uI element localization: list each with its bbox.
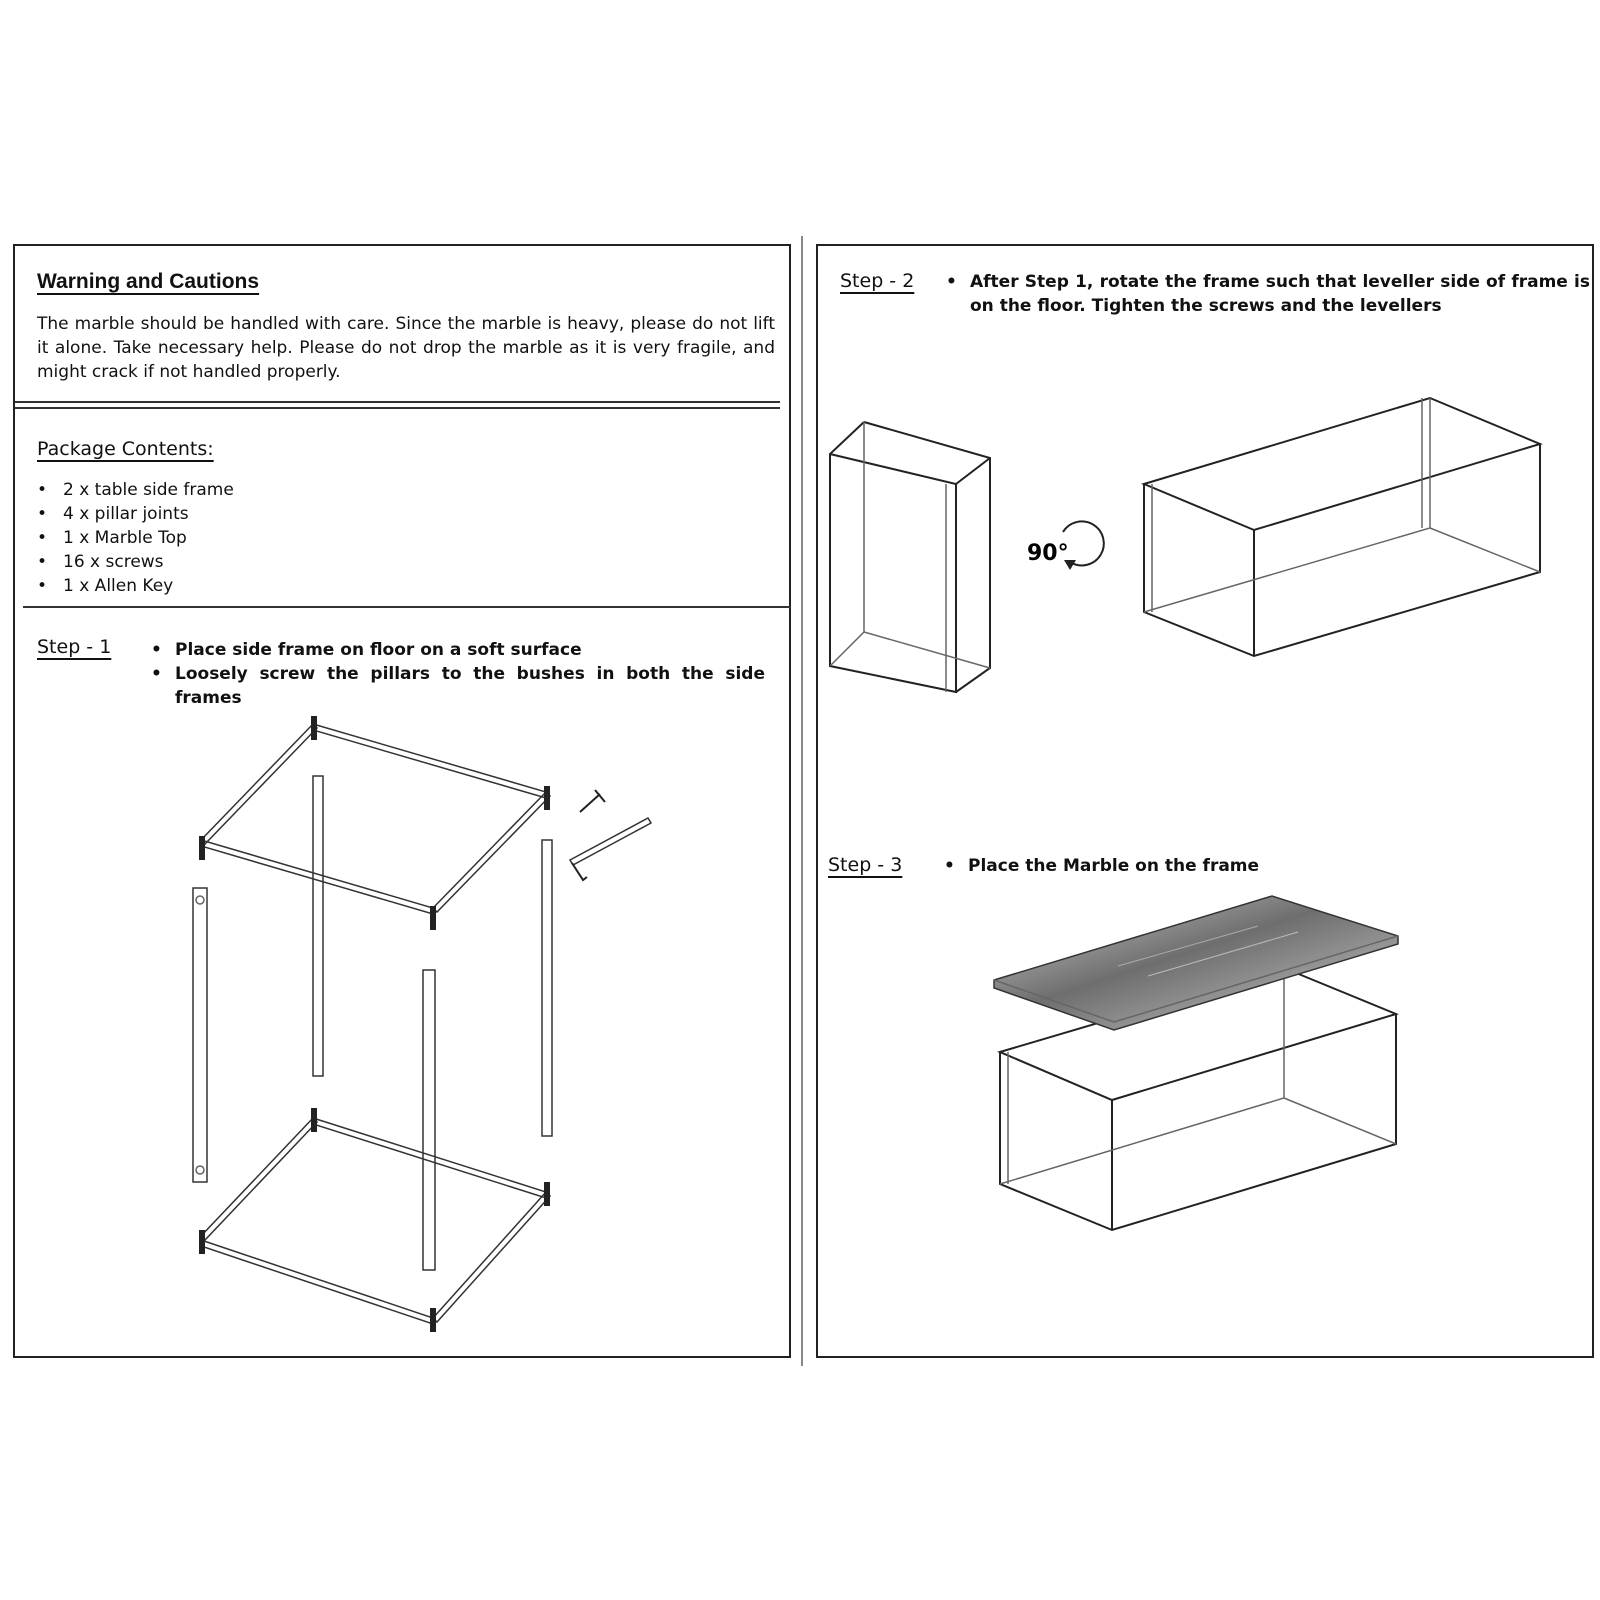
step3-diagram (818, 246, 1596, 1360)
warning-text: The marble should be handled with care. Since the marble is heavy, please do not lift it alone. Take necessary help. Please do not drop the marble as it is very fragile, and might crack if not handled properly. (37, 314, 775, 382)
step1-title: Step - 1 (37, 636, 112, 658)
package-contents-title: Package Contents: (37, 438, 214, 460)
step2-instruction: • After Step 1, rotate the frame such that leveller side of frame is on the floor. Tighten the screws and the levellers (940, 270, 1590, 318)
allen-key-icon (570, 818, 651, 880)
step2-title: Step - 2 (840, 270, 915, 292)
package-item: • 1 x Allen Key (37, 574, 234, 598)
center-divider (801, 236, 803, 1366)
package-item: • 2 x table side frame (37, 478, 234, 502)
package-item: • 16 x screws (37, 550, 234, 574)
left-panel (13, 244, 791, 1358)
step3-instruction: • Place the Marble on the frame (938, 854, 1558, 878)
step1-exploded-diagram (15, 246, 793, 1360)
step3-title: Step - 3 (828, 854, 903, 876)
rotation-label: 90° (1027, 541, 1069, 566)
package-item: • 1 x Marble Top (37, 526, 234, 550)
top-side-frame (199, 716, 550, 930)
step1-instruction: • Loosely screw the pillars to the bushes in both the side frames (145, 662, 765, 710)
bottom-side-frame (199, 1108, 550, 1332)
screw-icon (580, 790, 605, 812)
package-item: • 4 x pillar joints (37, 502, 234, 526)
marble-top (994, 896, 1398, 1030)
step1-instruction: • Place side frame on floor on a soft surface (145, 638, 765, 662)
warning-title: Warning and Cautions (37, 270, 260, 293)
right-panel (816, 244, 1594, 1358)
